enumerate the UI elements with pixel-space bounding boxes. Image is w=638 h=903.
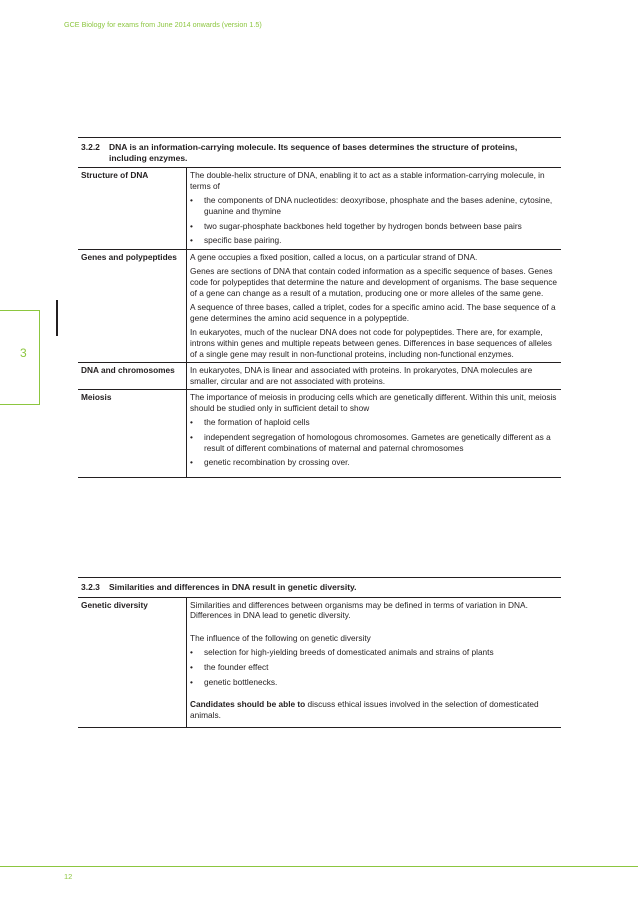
bullet-icon: • bbox=[190, 432, 193, 443]
row-content bbox=[187, 390, 562, 478]
row-label: DNA and chromosomes bbox=[78, 363, 187, 390]
paragraph: A sequence of three bases, called a triplet, codes for a specific amino acid. The base sequence of a gene determines the amino acid sequence in a polypeptide. bbox=[190, 302, 556, 323]
section-322-title: DNA is an information-carrying molecule. Its sequence of bases determines the structure of proteins, including enzymes. bbox=[109, 142, 518, 163]
row-content bbox=[187, 597, 562, 728]
section-322-table bbox=[78, 137, 561, 478]
section-323-number: 3.2.3 bbox=[81, 582, 100, 592]
footer-rule bbox=[0, 866, 638, 867]
bullet-text: specific base pairing. bbox=[204, 235, 282, 246]
row-content bbox=[187, 363, 562, 390]
candidates-lead-in: Candidates should be able to bbox=[190, 699, 306, 710]
list-item bbox=[190, 457, 558, 468]
row-label: Genetic diversity bbox=[78, 597, 187, 728]
row-label: Meiosis bbox=[78, 390, 187, 478]
bullet-text: genetic bottlenecks. bbox=[204, 676, 278, 687]
section-322-heading bbox=[78, 138, 561, 168]
table-row-dna-and-chromosomes bbox=[78, 363, 561, 390]
list-item bbox=[190, 221, 558, 232]
row-content bbox=[187, 168, 562, 250]
paragraph: The influence of the following on genetic diversity bbox=[190, 632, 371, 643]
section-323-heading-row bbox=[78, 578, 561, 598]
bullet-text: independent segregation of homologous chromosomes. Gametes are genetically different as a result of different combinations of maternal and paternal chromosomes bbox=[204, 432, 551, 453]
list-item bbox=[190, 417, 558, 428]
section-322-number: 3.2.2 bbox=[81, 142, 100, 152]
section-322-heading-row bbox=[78, 138, 561, 168]
bullet-icon: • bbox=[190, 220, 193, 231]
paragraph: In eukaryotes, much of the nuclear DNA does not code for polypeptides. There are, for example, introns within genes and multiple repeats between genes. Differences in base sequences of alleles of a single gene may result in non-functional proteins, including non-functional enzymes. bbox=[190, 327, 552, 359]
bullet-icon: • bbox=[190, 195, 193, 206]
table-row-genetic-diversity bbox=[78, 597, 561, 728]
row-label: Genes and polypeptides bbox=[78, 249, 187, 362]
running-header: GCE Biology for exams from June 2014 onwards (version 1.5) bbox=[64, 20, 262, 29]
bullet-text: genetic recombination by crossing over. bbox=[204, 457, 350, 468]
section-tab-number: 3 bbox=[20, 346, 27, 360]
table-row-meiosis bbox=[78, 390, 561, 478]
spacer bbox=[190, 691, 558, 699]
table-row-genes-and-polypeptides bbox=[78, 249, 561, 362]
candidates-text: discuss ethical issues involved in the selection of domesticated animals. bbox=[190, 699, 539, 720]
paragraph: Genes are sections of DNA that contain coded information as a specific sequence of bases. Genes code for polypeptides that determine the nature and development of organisms. The base sequence of a gene can change as a result of a mutation, producing one or more alleles of the same gene. bbox=[190, 266, 557, 298]
bullet-icon: • bbox=[190, 661, 193, 672]
row-label: Structure of DNA bbox=[78, 168, 187, 250]
list-item bbox=[190, 662, 558, 673]
bullet-icon: • bbox=[190, 647, 193, 658]
row-content bbox=[187, 249, 562, 362]
list-item bbox=[190, 235, 558, 246]
spacer bbox=[190, 625, 558, 633]
bullet-text: selection for high-yielding breeds of domesticated animals and strains of plants bbox=[204, 647, 494, 658]
bullet-text: the founder effect bbox=[204, 661, 269, 672]
bullet-text: the formation of haploid cells bbox=[204, 417, 310, 428]
section-323-heading bbox=[78, 578, 561, 598]
bullet-text: the components of DNA nucleotides: deoxyribose, phosphate and the bases adenine, cytosine, guanine and thymine bbox=[204, 195, 553, 216]
list-item bbox=[190, 647, 558, 658]
page-number: 12 bbox=[64, 872, 73, 881]
table-row-structure-of-dna bbox=[78, 168, 561, 250]
paragraph: The double-helix structure of DNA, enabling it to act as a stable information-carrying molecule, in terms of bbox=[190, 170, 545, 191]
section-323-table bbox=[78, 577, 561, 728]
list-item bbox=[190, 195, 558, 216]
list-item bbox=[190, 432, 558, 453]
paragraph: In eukaryotes, DNA is linear and associated with proteins. In prokaryotes, DNA molecules are smaller, circular and are not associated with proteins. bbox=[190, 365, 533, 386]
change-margin-bar bbox=[56, 300, 58, 336]
paragraph: The importance of meiosis in producing cells which are genetically different. Within this unit, meiosis should be studied only in sufficient detail to show bbox=[190, 392, 557, 413]
bullet-icon: • bbox=[190, 457, 193, 468]
bullet-text: two sugar-phosphate backbones held together by hydrogen bonds between base pairs bbox=[204, 220, 522, 231]
bullet-icon: • bbox=[190, 235, 193, 246]
bullet-icon: • bbox=[190, 417, 193, 428]
list-item bbox=[190, 677, 558, 688]
paragraph: Similarities and differences between organisms may be defined in terms of variation in DNA. Differences in DNA lead to genetic diversity. bbox=[190, 599, 528, 621]
paragraph bbox=[190, 699, 558, 720]
bullet-icon: • bbox=[190, 676, 193, 687]
section-323-title: Similarities and differences in DNA result in genetic diversity. bbox=[109, 582, 357, 592]
paragraph: A gene occupies a fixed position, called a locus, on a particular strand of DNA. bbox=[190, 251, 478, 262]
